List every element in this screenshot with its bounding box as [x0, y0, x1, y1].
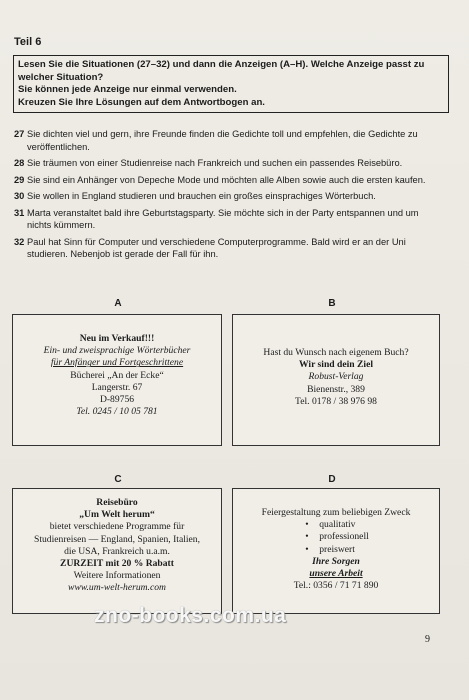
- ad-c-title: Reisebüro: [96, 497, 138, 508]
- situation-30: 30 Sie wollen in England studieren und brauchen ein großes einsprachiges Wörterbuch.: [14, 191, 376, 201]
- ad-c-web: www.um-welt-herum.com: [68, 582, 166, 594]
- ad-d-slogan-2: unsere Arbeit: [309, 568, 363, 580]
- situation-29: 29 Sie sind ein Anhänger von Depeche Mode und möchten alle Alben sowie auch die ersten kaufen.: [14, 174, 426, 185]
- ad-a-title: Neu im Verkauf!!!: [79, 333, 155, 344]
- ad-a-shop: Bücherei „An der Ecke“: [70, 369, 164, 381]
- ad-c-discount: ZURZEIT mit 20 % Rabatt: [60, 558, 174, 570]
- section-title: Teil 6: [14, 36, 42, 48]
- ad-letter-c: C: [114, 474, 122, 485]
- instruction-line: Kreuzen Sie Ihre Lösungen auf dem Antwortbogen an.: [18, 96, 265, 108]
- ad-d-bullet: • professionell: [303, 531, 369, 543]
- ad-b: [232, 314, 440, 446]
- ad-d-bullets: [303, 519, 369, 556]
- ad-a-tel: Tel. 0245 / 10 05 781: [76, 406, 158, 418]
- page-number: 9: [425, 634, 430, 645]
- ad-letter-b: B: [328, 298, 336, 309]
- ad-c: [12, 488, 222, 614]
- ad-letter-a: A: [114, 298, 122, 309]
- ad-d-slogan-1: Ihre Sorgen: [312, 555, 360, 567]
- ad-d-title: Feiergestaltung zum beliebigen Zweck: [261, 507, 411, 518]
- instruction-line: Lesen Sie die Situationen (27–32) und dann die Anzeigen (A–H). Welche Anzeige passt zu: [18, 59, 425, 70]
- instruction-line: welcher Situation?: [18, 71, 104, 83]
- ad-a-street: Langerstr. 67: [91, 381, 143, 393]
- ad-a: [12, 314, 222, 446]
- ad-a-subtitle-1: Ein- und zweisprachige Wörterbücher: [43, 345, 191, 357]
- situation-32: 32 Paul hat Sinn für Computer und verschiedene Computerprogramme. Bald wird er an der Uni studieren. Nebenjob ist gerade der Fall für ihn.: [14, 236, 406, 259]
- instruction-line: Sie können jede Anzeige nur einmal verwenden.: [18, 84, 237, 96]
- ad-d-tel: Tel.: 0356 / 71 71 890: [293, 580, 379, 592]
- ad-b-publisher: Robust-Verlag: [308, 371, 364, 383]
- ad-d-bullet: • preiswert: [303, 544, 369, 556]
- ad-c-more: Weitere Informationen: [73, 570, 161, 582]
- ad-b-tel: Tel. 0178 / 38 976 98: [295, 395, 377, 407]
- ad-c-line-2: Studienreisen — England, Spanien, Italien,: [34, 533, 200, 545]
- ad-a-city: D-89756: [99, 394, 135, 406]
- ad-d-bullet: • qualitativ: [303, 519, 369, 531]
- ad-d: [232, 488, 440, 614]
- ad-a-subtitle-2: für Anfänger und Fortgeschrittene: [50, 357, 184, 369]
- task-instructions-box: [13, 55, 449, 113]
- situation-31: 31 Marta veranstaltet bald ihre Geburtstagsparty. Sie möchte sich in der Party entspannen und um nichts kümmern.: [14, 207, 419, 230]
- ad-c-name: „Um Welt herum“: [79, 509, 155, 521]
- ad-b-street: Bienenstr., 389: [307, 383, 365, 395]
- situation-28: 28 Sie träumen von einer Studienreise nach Frankreich und suchen ein passendes Reisebüro.: [14, 158, 403, 168]
- ad-c-line-1: bietet verschiedene Programme für: [49, 521, 185, 533]
- ad-b-line-1: Hast du Wunsch nach eigenem Buch?: [263, 347, 409, 358]
- ad-letter-d: D: [328, 474, 336, 485]
- situations-list: [14, 128, 440, 265]
- situation-27: 27 Sie dichten viel und gern, ihre Freunde finden die Gedichte toll und empfehlen, die Gedichte zu veröffentlichen.: [14, 129, 418, 152]
- ad-b-line-2: Wir sind dein Ziel: [298, 359, 374, 371]
- ad-c-line-3: die USA, Frankreich u.a.m.: [64, 545, 170, 557]
- watermark-text: zno-books.com.ua: [94, 604, 287, 627]
